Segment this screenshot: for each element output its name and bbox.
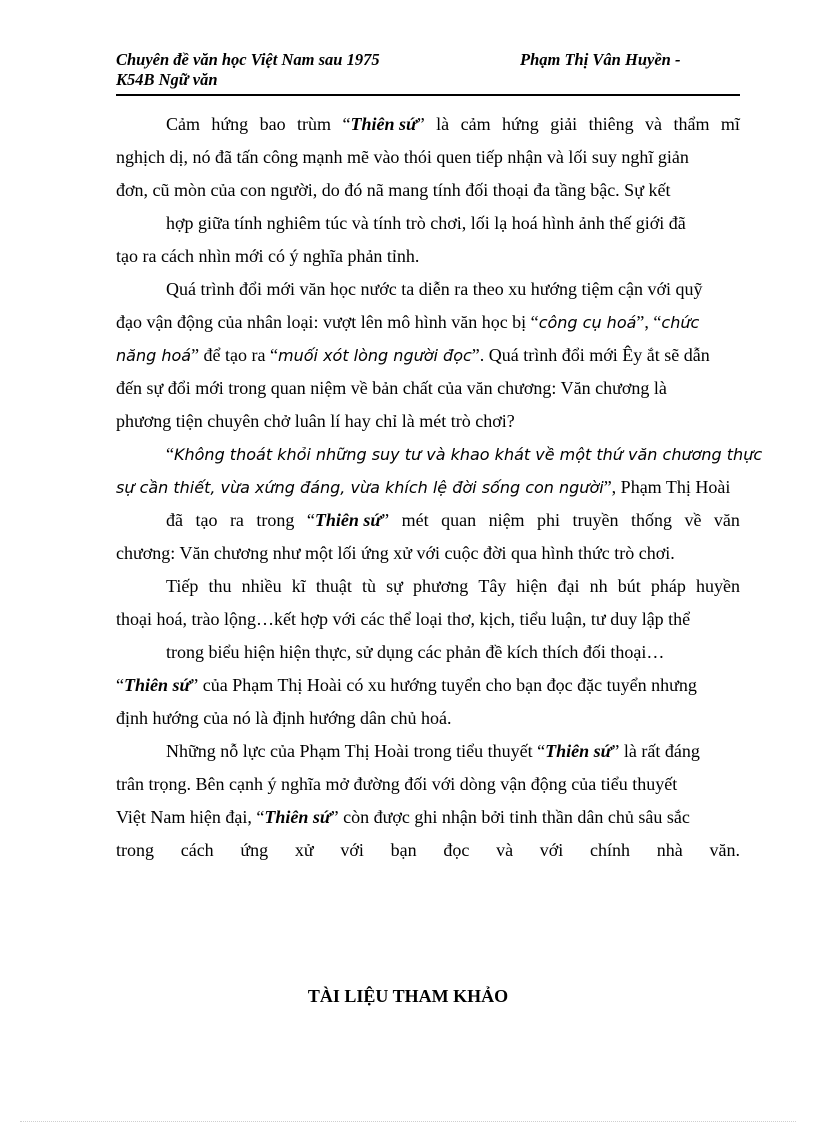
paragraph-2-line-2: đạo vận động của nhân loại: vượt lên mô hình văn học bị “công cụ hoá”, “chức — [116, 312, 700, 332]
paragraph-2-line-3: năng hoá” để tạo ra “muối xót lòng người đọc”. Quá trình đổi mới Êy ắt sẽ dẫn — [116, 345, 710, 365]
paragraph-5-line-1: Những nỗ lực của Phạm Thị Hoài trong tiểu thuyết “Thiên sứ” là rất đáng — [166, 741, 700, 761]
header-author: Phạm Thị Vân Huyền - — [520, 50, 681, 69]
novel-title: Thiên sứ — [264, 807, 331, 827]
paragraph-1-line-4: hợp giữa tính nghiêm túc và tính trò chơi, lối lạ hoá hình ảnh thế giới đã — [166, 213, 686, 233]
paragraph-2-line-1: Quá trình đổi mới văn học nước ta diễn ra theo xu hướng tiệm cận với quỹ — [166, 279, 703, 299]
references-heading: TÀI LIỆU THAM KHẢO — [307, 986, 509, 1006]
paragraph-5-line-2: trân trọng. Bên cạnh ý nghĩa mở đường đối với dòng vận động của tiểu thuyết — [116, 774, 678, 794]
paragraph-1-line-5: tạo ra cách nhìn mới có ý nghĩa phản tỉnh. — [116, 246, 420, 266]
paragraph-1-line-2: nghịch dị, nó đã tấn công mạnh mẽ vào thói quen tiếp nhận và lối suy nghĩ giản — [116, 147, 689, 167]
novel-title: Thiên sứ — [124, 675, 191, 695]
paragraph-5-line-3: Việt Nam hiện đại, “Thiên sứ” còn được ghi nhận bởi tinh thần dân chủ sâu sắc — [116, 807, 690, 827]
novel-title: Thiên sứ — [545, 741, 612, 761]
running-header — [116, 48, 740, 96]
paragraph-3-line-3: đã tạo ra trong “Thiên sứ” mét quan niệm phi truyền thống về văn — [166, 510, 740, 530]
paragraph-2-line-5: phương tiện chuyên chở luân lí hay chỉ là mét trò chơi? — [116, 411, 515, 431]
paragraph-3-line-4: chương: Văn chương như một lối ứng xử với cuộc đời qua hình thức trò chơi. — [116, 543, 675, 563]
novel-title: Thiên sứ — [314, 510, 382, 530]
paragraph-5-line-4: trong cách ứng xử với bạn đọc và với chính nhà văn. — [116, 840, 740, 860]
novel-title: Thiên sứ — [350, 114, 417, 134]
header-course-title: Chuyên đề văn học Việt Nam sau 1975 — [116, 50, 380, 69]
paragraph-1-line-1: Cảm hứng bao trùm “Thiên sứ” là cảm hứng giải thiêng và thẩm mĩ — [166, 114, 740, 134]
header-class: K54B Ngữ văn — [116, 70, 218, 89]
paragraph-4-line-5: định hướng của nó là định hướng dân chủ hoá. — [116, 708, 452, 728]
paragraph-4-line-2: thoại hoá, trào lộng…kết hợp với các thể loại thơ, kịch, tiểu luận, tư duy lập thể — [116, 609, 691, 629]
page-bottom-divider — [20, 1121, 796, 1122]
paragraph-2-line-4: đến sự đổi mới trong quan niệm về bản chất của văn chương: Văn chương là — [116, 378, 667, 398]
paragraph-4-line-4: “Thiên sứ” của Phạm Thị Hoài có xu hướng tuyển cho bạn đọc đặc tuyển nhưng — [116, 675, 697, 695]
paragraph-3-line-1: “Không thoát khỏi những suy tư và khao khát về một thứ văn chương thực — [166, 444, 763, 464]
paragraph-4-line-3: trong biểu hiện hiện thực, sử dụng các phản đề kích thích đối thoại… — [166, 642, 665, 662]
paragraph-3-line-2: sự cần thiết, vừa xứng đáng, vừa khích lệ đời sống con người”, Phạm Thị Hoài — [116, 477, 731, 497]
paragraph-1-line-3: đơn, cũ mòn của con người, do đó nã mang tính đối thoại đa tầng bậc. Sự kết — [116, 180, 671, 200]
paragraph-4-line-1: Tiếp thu nhiều kĩ thuật tù sự phương Tây hiện đại nh bút pháp huyền — [166, 576, 740, 596]
